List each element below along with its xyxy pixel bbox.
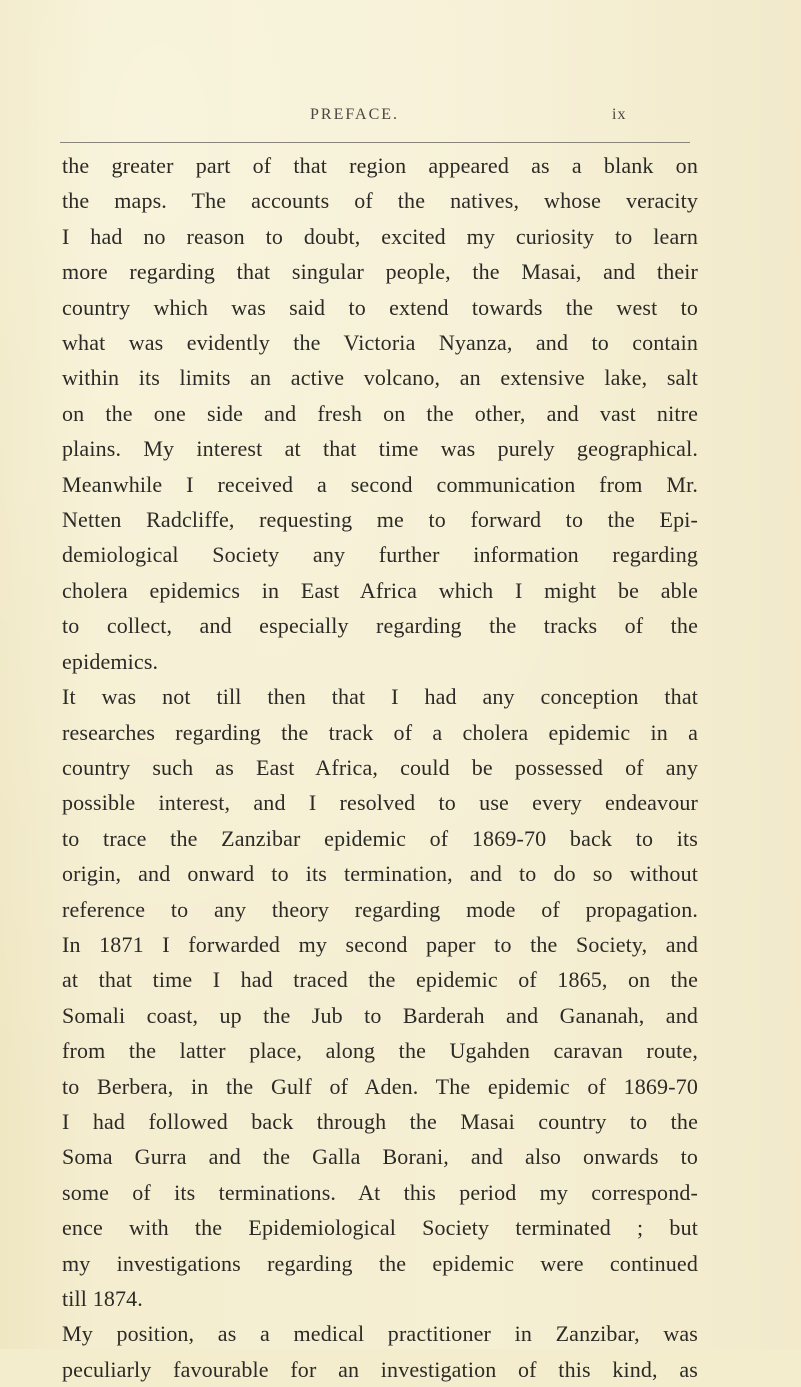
text-line: ence with the Epidemiological Society terminated ; but <box>62 1215 698 1241</box>
text-line: cholera epidemics in East Africa which I might be able <box>62 577 698 603</box>
text-line: possible interest, and I resolved to use every endeavour <box>62 790 698 816</box>
text-line: researches regarding the track of a cholera epidemic in a <box>62 719 698 745</box>
body-text <box>62 148 698 1387</box>
text-line: to collect, and especially regarding the tracks of the <box>62 613 698 639</box>
text-line: Soma Gurra and the Galla Borani, and also onwards to <box>62 1144 698 1170</box>
header-rule <box>60 142 690 143</box>
text-line: to Berbera, in the Gulf of Aden. The epidemic of 1869-70 <box>62 1073 698 1099</box>
text-line: the maps. The accounts of the natives, whose veracity <box>62 188 698 214</box>
text-line: origin, and onward to its termination, and to do so without <box>62 861 698 887</box>
text-line: Somali coast, up the Jub to Barderah and Gananah, and <box>62 1002 698 1028</box>
text-line: on the one side and fresh on the other, and vast nitre <box>62 400 698 426</box>
text-line: I had no reason to doubt, excited my curiosity to learn <box>62 223 698 249</box>
text-line: reference to any theory regarding mode of propagation. <box>62 896 698 922</box>
text-line: from the latter place, along the Ugahden caravan route, <box>62 1038 698 1064</box>
text-line: more regarding that singular people, the Masai, and their <box>62 259 698 285</box>
text-line: Meanwhile I received a second communication from Mr. <box>62 471 698 497</box>
text-line: some of its terminations. At this period my correspond- <box>62 1179 698 1205</box>
text-line: at that time I had traced the epidemic of 1865, on the <box>62 967 698 993</box>
page-number: ix <box>612 106 627 123</box>
running-title: PREFACE. <box>310 106 400 123</box>
text-line: Netten Radcliffe, requesting me to forward to the Epi- <box>62 507 698 533</box>
text-line: It was not till then that I had any conception that <box>62 684 698 710</box>
text-line: epidemics. <box>62 648 159 674</box>
text-line: my investigations regarding the epidemic were continued <box>62 1250 698 1276</box>
text-line: demiological Society any further information regarding <box>62 542 698 568</box>
text-line: plains. My interest at that time was purely geographical. <box>62 436 698 462</box>
text-line: till 1874. <box>62 1286 143 1311</box>
text-line: what was evidently the Victoria Nyanza, and to contain <box>62 330 698 356</box>
text-line: My position, as a medical practitioner in Zanzibar, was <box>62 1321 698 1347</box>
text-line: country which was said to extend towards the west to <box>62 294 698 320</box>
text-line: the greater part of that region appeared as a blank on <box>62 153 698 178</box>
text-line: to trace the Zanzibar epidemic of 1869-70 back to its <box>62 825 698 851</box>
text-line: country such as East Africa, could be possessed of any <box>62 754 698 780</box>
text-line: I had followed back through the Masai country to the <box>62 1108 698 1134</box>
text-line: within its limits an active volcano, an extensive lake, salt <box>62 365 698 391</box>
text-line: In 1871 I forwarded my second paper to the Society, and <box>62 931 698 957</box>
page-header <box>60 92 690 122</box>
text-line: peculiarly favourable for an investigation of this kind, as <box>62 1356 698 1382</box>
